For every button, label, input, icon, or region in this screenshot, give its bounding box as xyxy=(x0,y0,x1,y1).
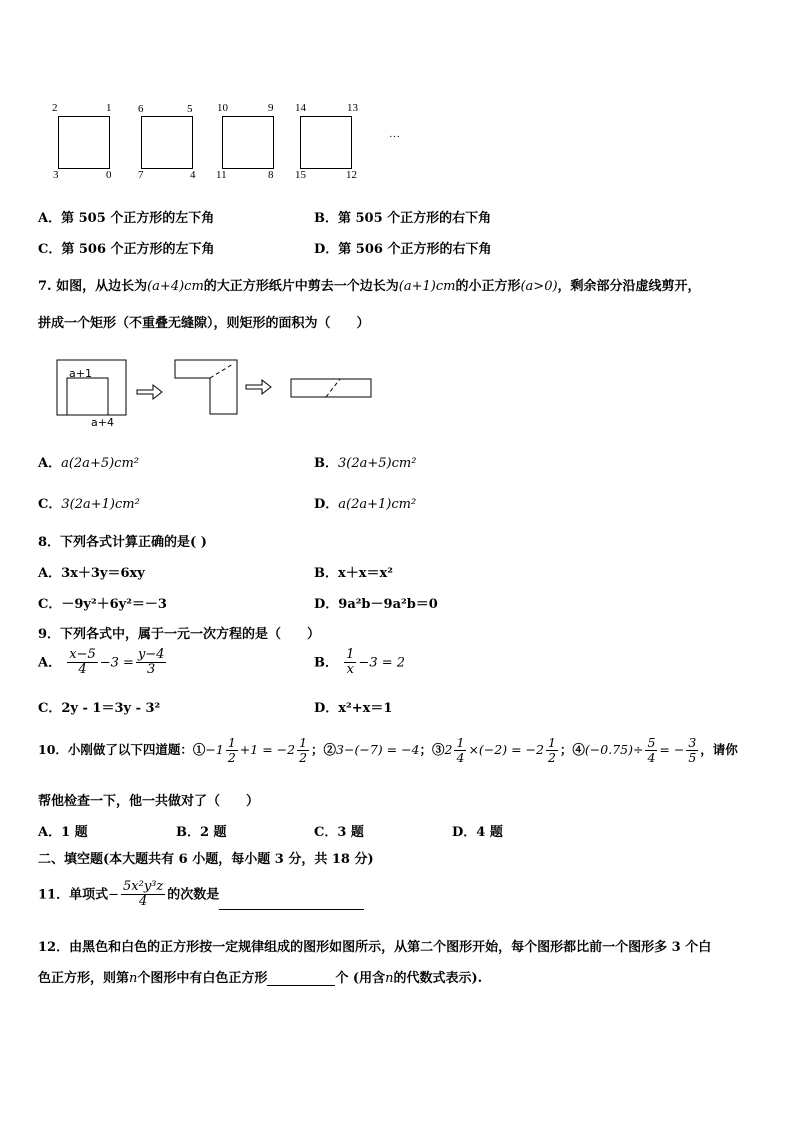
q12-answer-blank[interactable] xyxy=(267,971,335,986)
fraction-numerator: x−5 xyxy=(69,647,96,662)
q9-stem: 9．下列各式中，属于一元一次方程的是（ ） xyxy=(38,627,321,642)
q6-option-b: B．第 505 个正方形的右下角 xyxy=(314,211,492,226)
q11-text-1: 11．单项式 xyxy=(38,887,109,903)
q7-text-3: 的小正方形 xyxy=(455,279,521,294)
fraction-numerator: 3 xyxy=(688,735,697,750)
q11-answer-blank[interactable] xyxy=(219,895,364,910)
q7-dashed-seam xyxy=(326,379,340,397)
q7-expr-small-side: (a+1)cm xyxy=(398,279,456,294)
q7-expr-big-side: (a+4)cm xyxy=(147,279,204,294)
q7-fig-label-inner: a+1 xyxy=(69,367,92,380)
figure-ellipsis: ··· xyxy=(389,131,400,143)
q12-text-3: 个 (用含 xyxy=(335,971,386,986)
q10-expr-2: 3−(−7) = −4 xyxy=(336,741,420,757)
q7-stem-line2: 拼成一个矩形（不重叠无缝隙），则矩形的面积为（ ） xyxy=(38,316,370,331)
square-2 xyxy=(141,116,193,169)
q10-text-1: 10．小刚做了以下四道题：① xyxy=(38,741,206,757)
square-2-bottom-right-label: 4 xyxy=(190,169,196,181)
square-3-top-left-label: 10 xyxy=(217,102,228,114)
q11-negative-sign: − xyxy=(108,887,119,903)
q7-l-shape xyxy=(175,360,237,414)
fraction-numerator: 5 xyxy=(647,735,656,750)
q7-text-1: 7. 如图，从边长为 xyxy=(38,279,148,294)
q9-option-a-middle: −3 = xyxy=(99,655,134,671)
square-3-top-right-label: 9 xyxy=(268,102,274,114)
q10-expr-3a: 2 xyxy=(444,741,453,757)
fraction-numerator: 1 xyxy=(227,735,236,750)
q11-text-2: 的次数是 xyxy=(167,887,220,903)
q9-option-d: D．x²+x＝1 xyxy=(314,701,393,716)
square-2-bottom-left-label: 7 xyxy=(138,169,144,181)
q11-stem xyxy=(38,880,364,910)
square-3-bottom-right-label: 8 xyxy=(268,169,274,181)
fraction-numerator: 1 xyxy=(346,647,355,662)
fraction-denominator: 2 xyxy=(227,749,236,765)
q9-option-a-fraction-2 xyxy=(136,648,167,678)
q12-stem-line2 xyxy=(38,967,482,986)
fraction-denominator: 4 xyxy=(647,749,656,765)
square-3 xyxy=(222,116,274,169)
fraction-numerator: 1 xyxy=(299,735,308,750)
q10-option-b: B．2 题 xyxy=(176,825,227,840)
q10-expr-1-fraction-2 xyxy=(297,736,309,765)
square-1-top-left-label: 2 xyxy=(52,102,58,114)
q7-option-b-expr: 3(2a+5)cm² xyxy=(338,456,417,471)
square-1-bottom-left-label: 3 xyxy=(53,169,59,181)
square-2-top-right-label: 5 xyxy=(187,103,193,115)
q9-option-b-fraction xyxy=(344,648,356,678)
fraction-denominator: x xyxy=(346,662,354,678)
square-4 xyxy=(300,116,352,169)
q12-stem-line1: 12．由黑色和白色的正方形按一定规律组成的图形如图所示，从第二个图形开始，每个图形都比前一个图形多 3 个白 xyxy=(38,940,712,955)
q7-option-b xyxy=(314,452,416,471)
q8-option-c: C．－9y²＋6y²＝－3 xyxy=(38,597,167,612)
q10-option-c: C．3 题 xyxy=(314,825,364,840)
fraction-denominator: 2 xyxy=(299,749,308,765)
fraction-denominator: 4 xyxy=(138,894,148,910)
q7-option-d-letter: D． xyxy=(314,497,339,512)
q7-option-a-letter: A． xyxy=(38,456,62,471)
q10-stem-line1 xyxy=(38,736,738,765)
q7-text-2: 的大正方形纸片中剪去一个边长为 xyxy=(203,279,399,294)
fraction-denominator: 4 xyxy=(456,749,465,765)
q7-expr-condition: (a>0) xyxy=(520,279,558,294)
q8-option-b: B．x＋x＝x² xyxy=(314,566,393,581)
q7-rectangle xyxy=(291,379,371,397)
q10-expr-4-fraction-2 xyxy=(686,736,698,765)
q10-stem-line2: 帮他检查一下，他一共做对了（ ） xyxy=(38,794,260,809)
q8-stem: 8．下列各式计算正确的是( ) xyxy=(38,535,207,550)
fraction-numerator: 1 xyxy=(547,735,556,750)
q7-option-b-letter: B． xyxy=(314,456,338,471)
q10-expr-1b: +1 = −2 xyxy=(239,741,296,757)
square-4-top-left-label: 14 xyxy=(295,102,306,114)
fraction-numerator: y−4 xyxy=(137,647,165,662)
q10-text-5: ，请你 xyxy=(700,741,738,757)
q12-text-4: 的代数式表示). xyxy=(393,971,483,986)
q12-variable-n: n xyxy=(385,971,394,986)
arrow-right-icon xyxy=(137,385,162,399)
fraction-denominator: 5 xyxy=(688,749,697,765)
square-1 xyxy=(58,116,110,169)
q10-expr-3b: ×(−2) = −2 xyxy=(468,741,544,757)
fraction-denominator: 4 xyxy=(78,662,87,678)
q12-text-1: 色正方形，则第 xyxy=(38,971,130,986)
square-3-bottom-left-label: 11 xyxy=(216,169,227,181)
fraction-denominator: 2 xyxy=(547,749,556,765)
arrow-right-icon xyxy=(246,380,271,394)
q7-fig-label-outer: a+4 xyxy=(91,416,114,429)
q10-expr-4a: (−0.75)÷ xyxy=(584,741,644,757)
fraction-numerator: 1 xyxy=(456,735,465,750)
q9-option-b-letter: B． xyxy=(314,655,338,671)
q9-option-b-rest: −3 = 2 xyxy=(358,655,406,671)
q9-option-a-fraction-1 xyxy=(67,648,98,678)
q10-option-a: A．1 题 xyxy=(38,825,88,840)
q7-stem-line1 xyxy=(38,275,701,294)
square-1-top-right-label: 1 xyxy=(106,102,112,114)
q10-text-3: ；③ xyxy=(419,741,445,757)
q9-option-b xyxy=(314,648,405,678)
square-4-top-right-label: 13 xyxy=(347,102,358,114)
q7-small-square xyxy=(67,378,108,415)
q9-option-a xyxy=(38,648,168,678)
fraction-denominator: 3 xyxy=(147,662,156,678)
q7-option-a-expr: a(2a+5)cm² xyxy=(61,456,139,471)
q10-expr-3-fraction-2 xyxy=(546,736,558,765)
q6-option-d: D．第 506 个正方形的右下角 xyxy=(314,242,492,257)
q10-expr-4b: = − xyxy=(659,741,685,757)
q7-option-c xyxy=(38,493,140,512)
square-4-bottom-left-label: 15 xyxy=(295,169,306,181)
q7-option-c-expr: 3(2a+1)cm² xyxy=(61,497,140,512)
q6-option-c: C．第 506 个正方形的左下角 xyxy=(38,242,215,257)
q10-option-d: D．4 题 xyxy=(452,825,503,840)
q9-option-a-letter: A． xyxy=(38,655,62,671)
q7-dashed-cut xyxy=(210,364,233,378)
q8-option-d: D．9a²b－9a²b＝0 xyxy=(314,597,438,612)
q10-expr-1a: −1 xyxy=(205,741,224,757)
q10-expr-4-fraction-1 xyxy=(645,736,657,765)
section-heading-fill-in: 二、填空题(本大题共有 6 小题，每小题 3 分，共 18 分) xyxy=(38,852,374,867)
q6-option-a: A．第 505 个正方形的左下角 xyxy=(38,211,215,226)
q7-option-a xyxy=(38,452,139,471)
square-2-top-left-label: 6 xyxy=(138,103,144,115)
q7-option-d xyxy=(314,493,416,512)
q7-text-4: ，剩余部分沿虚线剪开， xyxy=(557,279,701,294)
q10-text-4: ；④ xyxy=(559,741,585,757)
square-4-bottom-right-label: 12 xyxy=(346,169,357,181)
q10-text-2: ；② xyxy=(311,741,337,757)
square-1-bottom-right-label: 0 xyxy=(106,169,112,181)
fraction-numerator: 5x²y³z xyxy=(123,879,164,894)
q10-expr-3-fraction-1 xyxy=(454,736,466,765)
q9-option-c: C．2y - 1＝3y - 3² xyxy=(38,701,161,716)
q7-option-d-expr: a(2a+1)cm² xyxy=(338,497,417,512)
q8-option-a: A．3x＋3y＝6xy xyxy=(38,566,145,581)
q10-expr-1-fraction-1 xyxy=(226,736,238,765)
q11-monomial-fraction xyxy=(121,880,165,910)
q7-option-c-letter: C． xyxy=(38,497,62,512)
q12-variable-n: n xyxy=(129,971,138,986)
q12-text-2: 个图形中有白色正方形 xyxy=(137,971,268,986)
